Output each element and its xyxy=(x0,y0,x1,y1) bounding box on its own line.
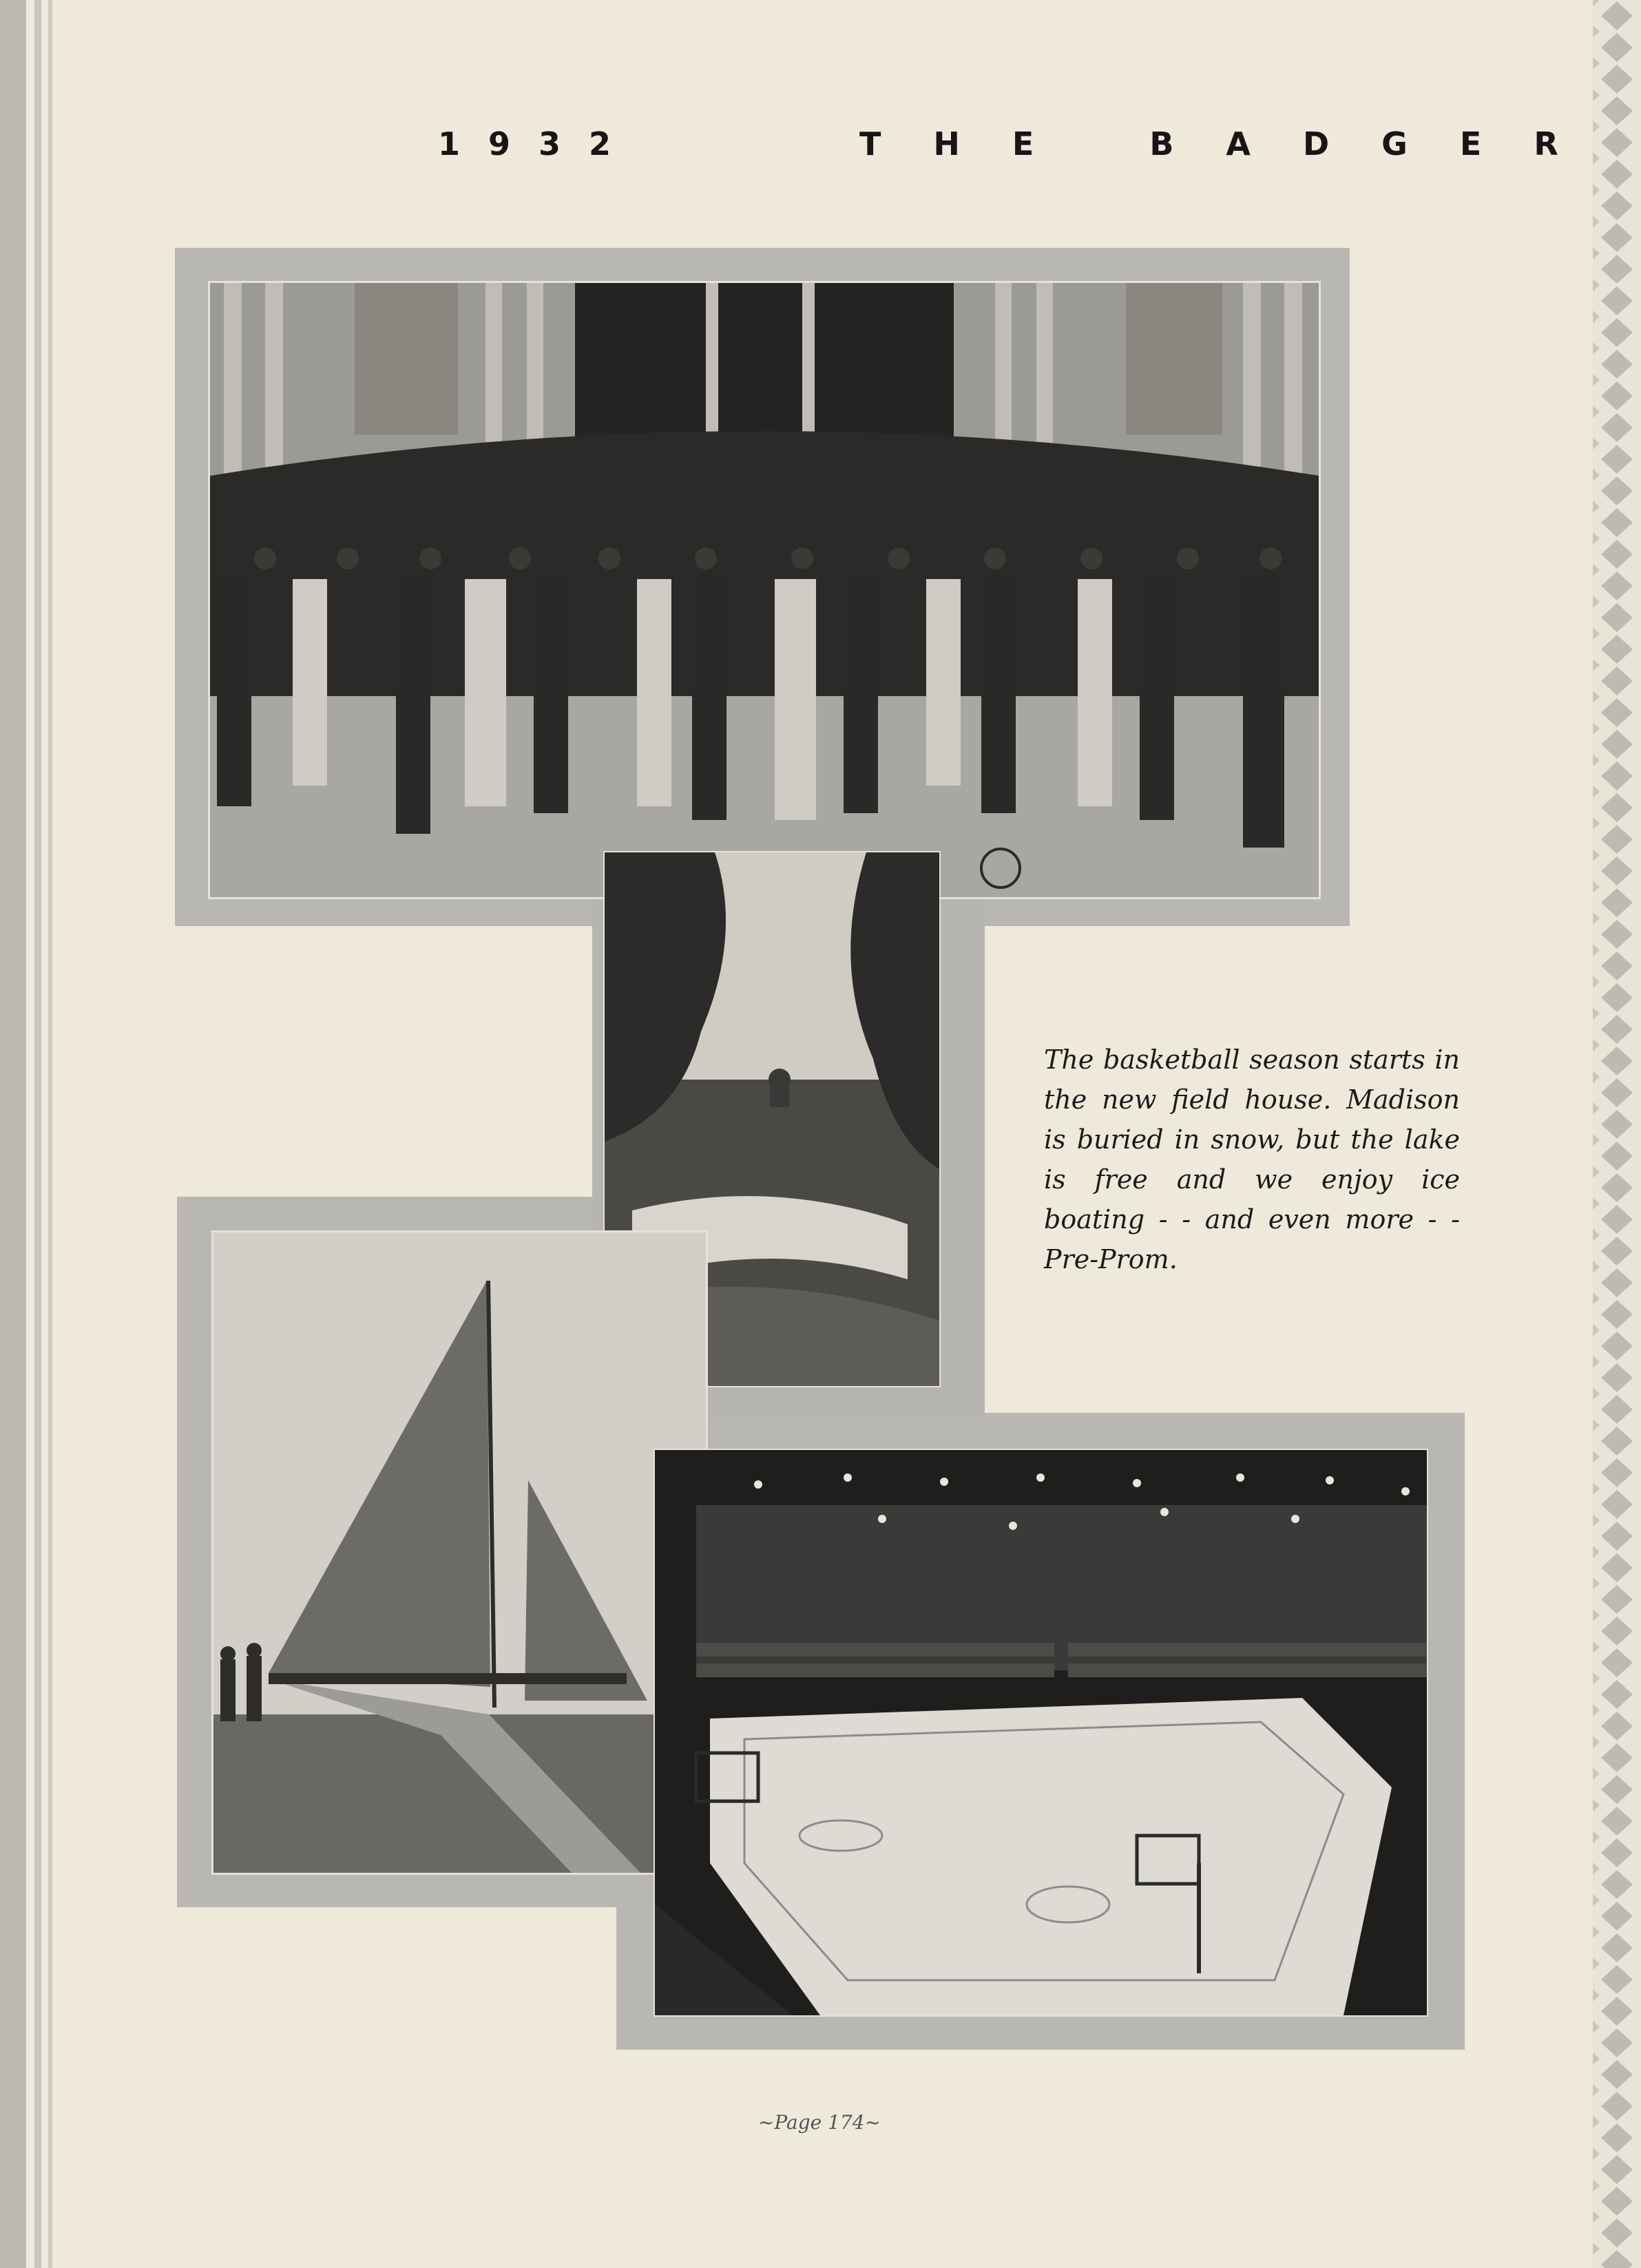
yearbook-title: THE BADGER xyxy=(859,125,1611,162)
crowd-photo xyxy=(208,281,1321,899)
caption-text: The basketball season starts in the new field house. Madison is buried in snow, but the lake is free and we enjoy ice boating - - and even more - - Pre-Prom. xyxy=(1044,1044,1460,1274)
yearbook-year: 1932 xyxy=(438,125,640,162)
left-border-decoration xyxy=(0,0,58,2268)
right-border-decoration xyxy=(1593,0,1641,2268)
iceboat-photo xyxy=(211,1230,708,1875)
fieldhouse-photo xyxy=(654,1449,1428,2017)
page-number: ~Page 174~ xyxy=(757,2111,881,2134)
